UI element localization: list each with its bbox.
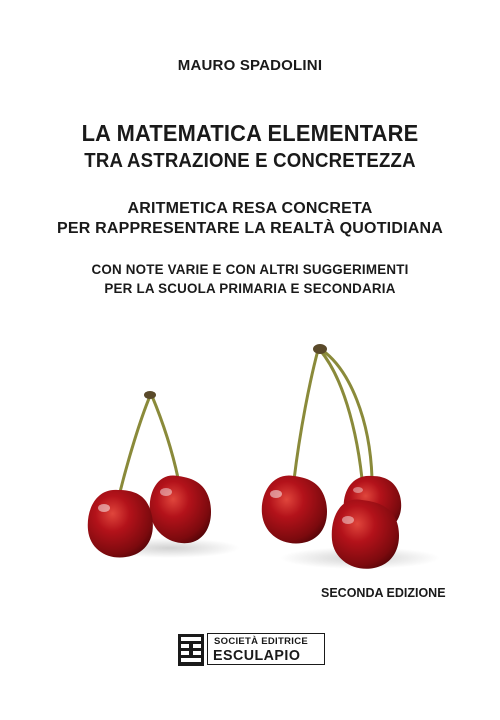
note-line-2: PER LA SCUOLA PRIMARIA E SECONDARIA bbox=[104, 281, 396, 296]
book-title-line-2: TRA ASTRAZIONE E CONCRETEZZA bbox=[84, 150, 416, 172]
publisher-logo-icon bbox=[178, 634, 204, 666]
stem-knot bbox=[144, 391, 156, 399]
publisher-name-box bbox=[207, 633, 325, 665]
cherry bbox=[262, 476, 327, 544]
author-name: MAURO SPADOLINI bbox=[177, 57, 323, 74]
book-title-line-1: LA MATEMATICA ELEMENTARE bbox=[81, 120, 419, 146]
cherry-stem bbox=[322, 350, 372, 478]
stem-knot bbox=[313, 344, 327, 354]
subtitle-line-2: PER RAPPRESENTARE LA REALTÀ QUOTIDIANA bbox=[57, 220, 443, 237]
cherry bbox=[332, 500, 399, 569]
cherry-highlight bbox=[270, 490, 282, 498]
cherry-stem bbox=[120, 396, 150, 492]
publisher-name-line-1: SOCIETÀ EDITRICE bbox=[214, 636, 309, 647]
cherry-highlight bbox=[342, 516, 354, 524]
cherry-stem bbox=[294, 350, 318, 480]
note-line-1: CON NOTE VARIE E CON ALTRI SUGGERIMENTI bbox=[91, 262, 409, 277]
cherry-stem bbox=[152, 396, 178, 478]
cherry bbox=[88, 490, 153, 558]
edition-label: SECONDA EDIZIONE bbox=[321, 586, 446, 600]
cherry-highlight bbox=[160, 488, 172, 496]
cherry-highlight bbox=[353, 487, 363, 493]
publisher-name-line-2: ESCULAPIO bbox=[213, 647, 301, 664]
cherry bbox=[150, 475, 211, 543]
cherry-highlight bbox=[98, 504, 110, 512]
publisher-logo bbox=[178, 633, 328, 667]
subtitle-line-1: ARITMETICA RESA CONCRETA bbox=[127, 200, 373, 217]
